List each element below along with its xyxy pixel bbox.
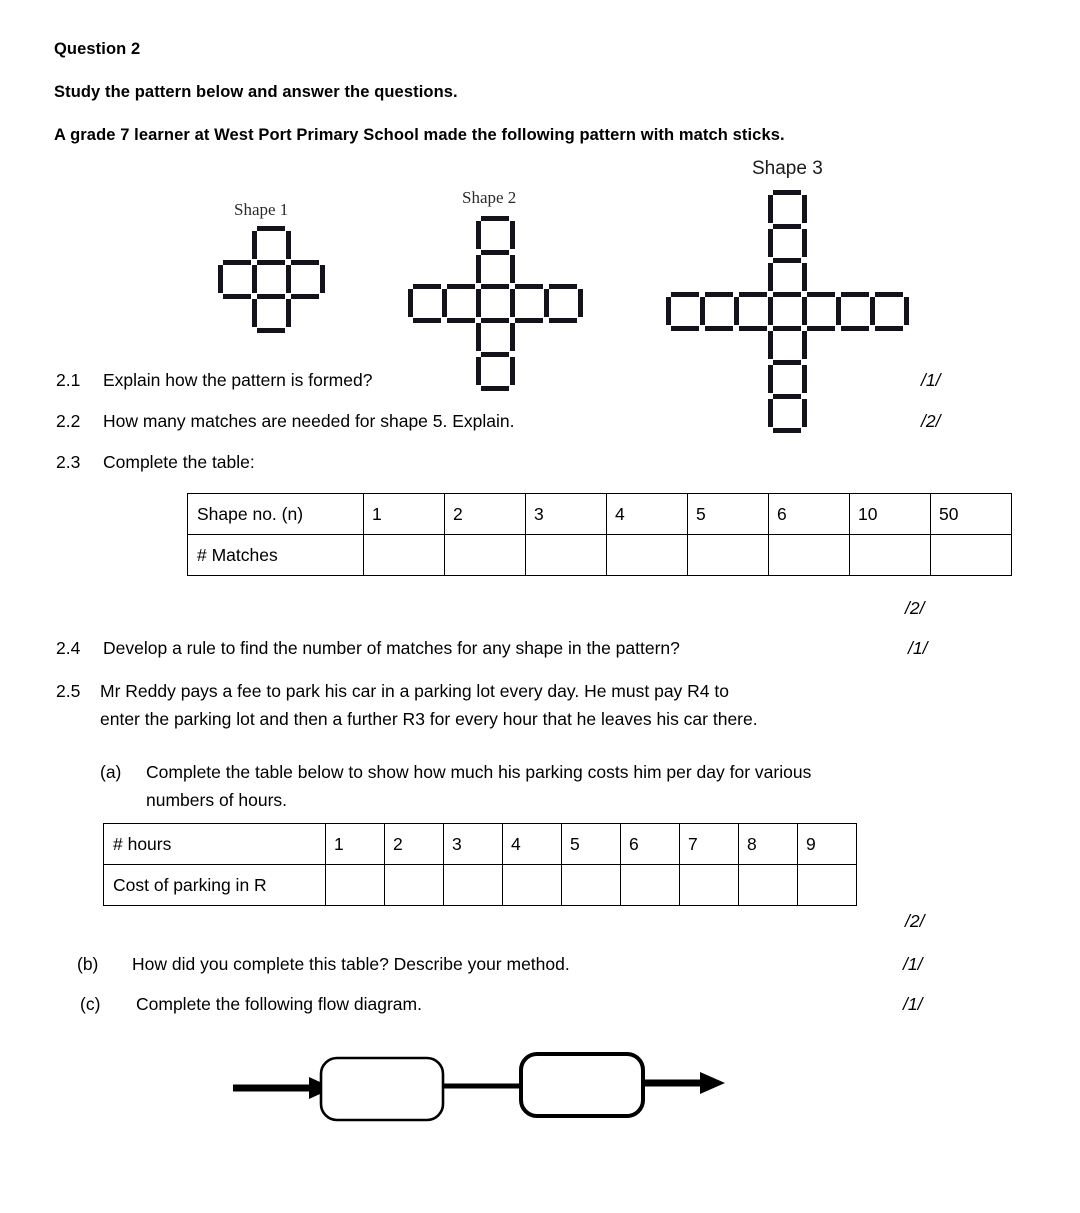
flow-box-1[interactable] <box>321 1058 443 1120</box>
table-cell[interactable]: 50 <box>931 494 1012 535</box>
matchstick-vertical <box>768 331 773 359</box>
question-2-3-marks: /2/ <box>905 598 925 618</box>
matchstick-vertical <box>578 289 583 317</box>
table-cell-blank[interactable] <box>850 535 931 576</box>
matchstick-vertical <box>768 399 773 427</box>
matchstick-vertical <box>476 357 481 385</box>
matchstick-vertical <box>870 297 875 325</box>
matchstick-vertical <box>768 195 773 223</box>
subquestion-c-marks: /1/ <box>903 994 923 1014</box>
table-cell[interactable]: 4 <box>607 494 688 535</box>
matchstick-vertical <box>768 229 773 257</box>
matchstick-horizontal <box>773 292 801 297</box>
matchstick-vertical <box>768 365 773 393</box>
matchstick-vertical <box>510 255 515 283</box>
matchstick-horizontal <box>223 260 251 265</box>
table-row <box>188 535 1012 576</box>
matchstick-vertical <box>802 365 807 393</box>
table-cell[interactable]: 5 <box>562 824 621 865</box>
subquestion-c-text: Complete the following flow diagram. <box>136 994 422 1014</box>
matchstick-horizontal <box>549 284 577 289</box>
table-cell[interactable]: 1 <box>326 824 385 865</box>
question-2-1-number: 2.1 <box>56 370 81 390</box>
context-line: A grade 7 learner at West Port Primary School made the following pattern with match sticks. <box>54 126 785 144</box>
matchstick-vertical <box>904 297 909 325</box>
question-2-5-text-line1: Mr Reddy pays a fee to park his car in a parking lot every day. He must pay R4 to <box>100 681 729 701</box>
matchstick-horizontal <box>739 326 767 331</box>
table-cell-blank[interactable] <box>621 865 680 906</box>
matchstick-horizontal <box>875 292 903 297</box>
matchstick-vertical <box>510 357 515 385</box>
flow-box-2[interactable] <box>521 1054 643 1116</box>
matchstick-vertical <box>802 331 807 359</box>
matchstick-vertical <box>476 323 481 351</box>
subquestion-a-letter: (a) <box>100 762 122 782</box>
matchstick-vertical <box>510 221 515 249</box>
matchstick-horizontal <box>773 428 801 433</box>
table-row-label: Cost of parking in R <box>104 865 326 906</box>
matchstick-vertical <box>768 297 773 325</box>
matchstick-horizontal <box>773 190 801 195</box>
flow-diagram <box>225 1045 745 1155</box>
question-2-1-marks: /1/ <box>921 370 941 390</box>
matchstick-horizontal <box>223 294 251 299</box>
table-cell-blank[interactable] <box>444 865 503 906</box>
question-2-4-number: 2.4 <box>56 638 81 658</box>
table-cell[interactable]: 1 <box>364 494 445 535</box>
instruction-line: Study the pattern below and answer the questions. <box>54 83 458 101</box>
shape-2-label: Shape 2 <box>462 188 517 207</box>
matchstick-vertical <box>408 289 413 317</box>
question-2-5-text-line2: enter the parking lot and then a further R3 for every hour that he leaves his car there. <box>100 709 758 729</box>
matchstick-horizontal <box>481 318 509 323</box>
table-cell-blank[interactable] <box>798 865 857 906</box>
matchstick-horizontal <box>257 328 285 333</box>
table-cell-blank[interactable] <box>364 535 445 576</box>
matchstick-horizontal <box>481 250 509 255</box>
matchstick-vertical <box>802 229 807 257</box>
matchstick-vertical <box>544 289 549 317</box>
table-cell-blank[interactable] <box>769 535 850 576</box>
table-cell[interactable]: 9 <box>798 824 857 865</box>
shape-1-label: Shape 1 <box>234 200 289 219</box>
table-cell[interactable]: 6 <box>769 494 850 535</box>
matchstick-horizontal <box>807 292 835 297</box>
matchstick-horizontal <box>515 284 543 289</box>
matchstick-vertical <box>802 263 807 291</box>
table-row <box>104 865 857 906</box>
question-2-2-number: 2.2 <box>56 411 81 431</box>
table-cell-blank[interactable] <box>739 865 798 906</box>
table-cell-blank[interactable] <box>931 535 1012 576</box>
table-row-label: Shape no. (n) <box>188 494 364 535</box>
subquestion-b-letter: (b) <box>77 954 99 974</box>
matchstick-vertical <box>476 289 481 317</box>
shape-3-label: Shape 3 <box>752 158 823 179</box>
table-cell[interactable]: 7 <box>680 824 739 865</box>
table-cell-blank[interactable] <box>562 865 621 906</box>
table-cell[interactable]: 2 <box>385 824 444 865</box>
matchstick-horizontal <box>413 318 441 323</box>
shape-2-figure <box>410 218 580 388</box>
matchstick-horizontal <box>447 318 475 323</box>
table-cell[interactable]: 5 <box>688 494 769 535</box>
matchstick-horizontal <box>481 386 509 391</box>
table-cell[interactable]: 6 <box>621 824 680 865</box>
matchstick-horizontal <box>875 326 903 331</box>
table-cell[interactable]: 10 <box>850 494 931 535</box>
matchstick-vertical <box>476 221 481 249</box>
table-cell[interactable]: 3 <box>444 824 503 865</box>
matchstick-horizontal <box>291 260 319 265</box>
matchstick-vertical <box>802 195 807 223</box>
question-2-3-text: Complete the table: <box>103 452 255 472</box>
matchstick-horizontal <box>481 352 509 357</box>
matchstick-horizontal <box>671 326 699 331</box>
matchstick-vertical <box>510 289 515 317</box>
matchstick-horizontal <box>773 258 801 263</box>
table-cell-blank[interactable] <box>385 865 444 906</box>
subquestion-a-text-line1: Complete the table below to show how much his parking costs him per day for various <box>146 762 812 782</box>
matchstick-horizontal <box>413 284 441 289</box>
table-cell-blank[interactable] <box>445 535 526 576</box>
table-row <box>104 824 857 865</box>
matchstick-vertical <box>252 265 257 293</box>
question-2-5-number: 2.5 <box>56 681 81 701</box>
matchstick-horizontal <box>773 394 801 399</box>
parking-table <box>103 823 857 906</box>
shape-1-figure <box>220 228 322 330</box>
matchstick-vertical <box>218 265 223 293</box>
matchstick-horizontal <box>705 292 733 297</box>
question-2-2-text: How many matches are needed for shape 5. Explain. <box>103 411 515 431</box>
matchstick-horizontal <box>773 326 801 331</box>
matchstick-horizontal <box>739 292 767 297</box>
subquestion-b-marks: /1/ <box>903 954 923 974</box>
matchstick-vertical <box>286 299 291 327</box>
table-cell-blank[interactable] <box>688 535 769 576</box>
subquestion-a-text-line2: numbers of hours. <box>146 790 288 810</box>
matchstick-horizontal <box>549 318 577 323</box>
matchstick-vertical <box>666 297 671 325</box>
question-2-4-text: Develop a rule to find the number of matches for any shape in the pattern? <box>103 638 680 658</box>
matchstick-horizontal <box>481 284 509 289</box>
table-cell-blank[interactable] <box>326 865 385 906</box>
flow-arrow-in <box>233 1077 333 1099</box>
matchstick-horizontal <box>257 226 285 231</box>
table-cell-blank[interactable] <box>526 535 607 576</box>
matchstick-horizontal <box>257 260 285 265</box>
flow-arrow-out <box>643 1072 725 1094</box>
subquestion-b-text: How did you complete this table? Describe your method. <box>132 954 570 974</box>
matchstick-vertical <box>768 263 773 291</box>
matchstick-horizontal <box>841 326 869 331</box>
matchstick-vertical <box>252 231 257 259</box>
table-cell-blank[interactable] <box>607 535 688 576</box>
matchstick-horizontal <box>447 284 475 289</box>
matchstick-vertical <box>442 289 447 317</box>
matchstick-horizontal <box>773 360 801 365</box>
matchstick-vertical <box>836 297 841 325</box>
matchstick-vertical <box>286 231 291 259</box>
subquestion-c-letter: (c) <box>80 994 101 1014</box>
table-cell[interactable]: 4 <box>503 824 562 865</box>
shape-3-figure <box>668 192 906 430</box>
table-cell[interactable]: 8 <box>739 824 798 865</box>
matchstick-horizontal <box>515 318 543 323</box>
matchstick-vertical <box>510 323 515 351</box>
shapes-table <box>187 493 1012 576</box>
question-2-3-number: 2.3 <box>56 452 81 472</box>
matchstick-vertical <box>802 399 807 427</box>
page-title: Question 2 <box>54 40 141 58</box>
table-row <box>188 494 1012 535</box>
matchstick-vertical <box>476 255 481 283</box>
subquestion-a-marks: /2/ <box>905 911 925 931</box>
table-row-label: # Matches <box>188 535 364 576</box>
matchstick-vertical <box>320 265 325 293</box>
matchstick-horizontal <box>705 326 733 331</box>
matchstick-vertical <box>734 297 739 325</box>
table-cell[interactable]: 2 <box>445 494 526 535</box>
matchstick-vertical <box>286 265 291 293</box>
matchstick-horizontal <box>481 216 509 221</box>
matchstick-vertical <box>802 297 807 325</box>
matchstick-vertical <box>700 297 705 325</box>
question-2-2-marks: /2/ <box>921 411 941 431</box>
matchstick-horizontal <box>291 294 319 299</box>
table-cell-blank[interactable] <box>680 865 739 906</box>
table-cell[interactable]: 3 <box>526 494 607 535</box>
question-2-4-marks: /1/ <box>908 638 928 658</box>
matchstick-horizontal <box>841 292 869 297</box>
matchstick-horizontal <box>807 326 835 331</box>
matchstick-vertical <box>252 299 257 327</box>
table-row-label: # hours <box>104 824 326 865</box>
table-cell-blank[interactable] <box>503 865 562 906</box>
matchstick-horizontal <box>671 292 699 297</box>
matchstick-horizontal <box>257 294 285 299</box>
matchstick-horizontal <box>773 224 801 229</box>
question-2-1-text: Explain how the pattern is formed? <box>103 370 373 390</box>
